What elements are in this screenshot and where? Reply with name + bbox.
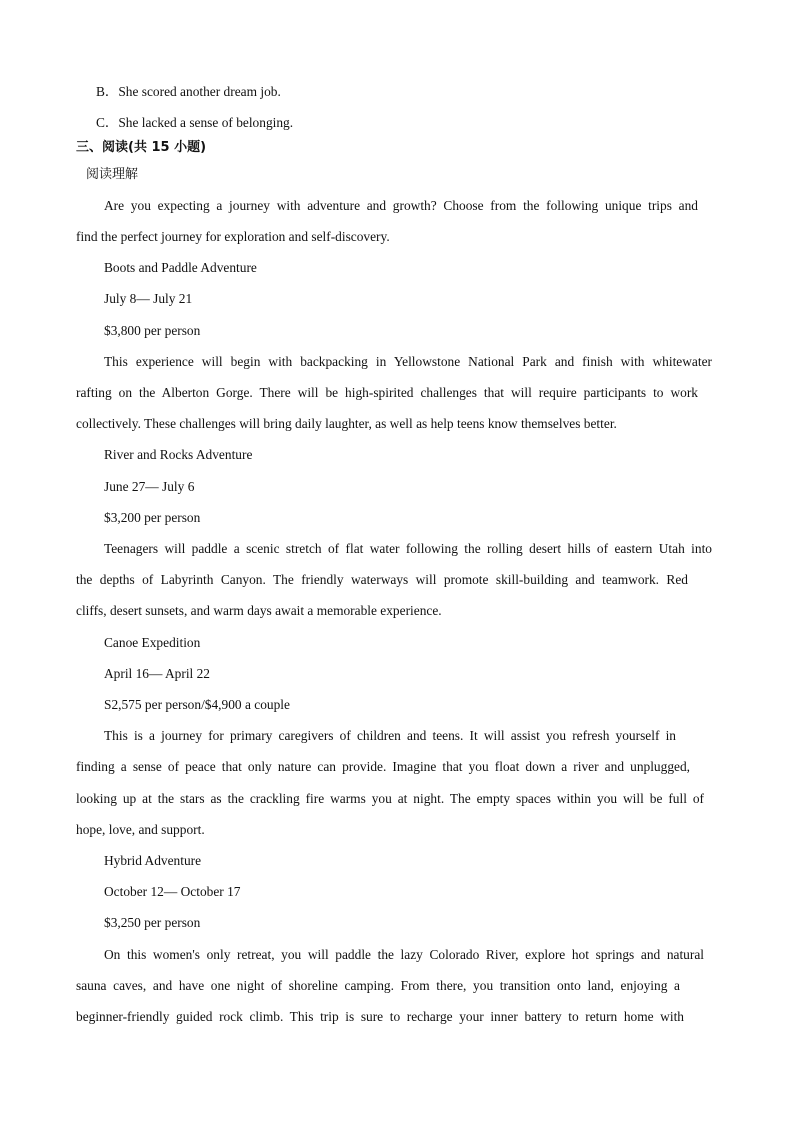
trip-description-line: sauna caves, and have one night of shoreline camping. From there, you transition onto land, enjoying a (76, 978, 680, 993)
intro-line-1: Are you expecting a journey with adventure and growth? Choose from the following unique trips and (104, 198, 698, 213)
section-subheading: 阅读理解 (86, 167, 139, 182)
trip-description-line: collectively. These challenges will bring daily laughter, as well as help teens know themselves better. (76, 416, 617, 431)
intro-line-2: find the perfect journey for exploration and self-discovery. (76, 229, 390, 244)
trip-name: Canoe Expedition (104, 635, 201, 650)
trip-name: River and Rocks Adventure (104, 447, 253, 462)
trip-price: S2,575 per person/$4,900 a couple (104, 697, 290, 712)
trip-description-line: rafting on the Alberton Gorge. There will be high-spirited challenges that will require participants to work (76, 385, 698, 400)
option-c: C．She lacked a sense of belonging. (96, 115, 294, 130)
trip-price: $3,250 per person (104, 915, 201, 930)
trip-description-line: looking up at the stars as the crackling fire warms you at night. The empty spaces within you will be full of (76, 791, 704, 806)
trip-description-line: hope, love, and support. (76, 822, 205, 837)
trip-description-line: Teenagers will paddle a scenic stretch of flat water following the rolling desert hills of eastern Utah into (104, 541, 712, 556)
trip-description-line: cliffs, desert sunsets, and warm days await a memorable experience. (76, 603, 442, 618)
trip-description-line: This experience will begin with backpacking in Yellowstone National Park and finish with whitewater (104, 354, 712, 369)
trip-price: $3,200 per person (104, 510, 201, 525)
trip-description-line: the depths of Labyrinth Canyon. The friendly waterways will promote skill-building and teamwork. Red (76, 572, 688, 587)
trip-description-line: beginner-friendly guided rock climb. This trip is sure to recharge your inner battery to return home with (76, 1009, 684, 1024)
trip-name: Hybrid Adventure (104, 853, 202, 868)
trip-dates: April 16— April 22 (104, 666, 211, 681)
section-heading: 三、阅读(共 15 小题) (76, 140, 207, 155)
trip-description-line: On this women's only retreat, you will paddle the lazy Colorado River, explore hot springs and natural (104, 947, 704, 962)
trip-name: Boots and Paddle Adventure (104, 260, 257, 275)
option-b: B．She scored another dream job. (96, 84, 281, 99)
trip-description-line: This is a journey for primary caregivers of children and teens. It will assist you refresh yourself in (104, 728, 676, 743)
trip-dates: October 12— October 17 (104, 884, 241, 899)
trip-description-line: finding a sense of peace that only nature can provide. Imagine that you float down a river and unplugged, (76, 759, 690, 774)
trip-price: $3,800 per person (104, 323, 201, 338)
trip-dates: July 8— July 21 (104, 291, 193, 306)
trip-dates: June 27— July 6 (104, 479, 195, 494)
